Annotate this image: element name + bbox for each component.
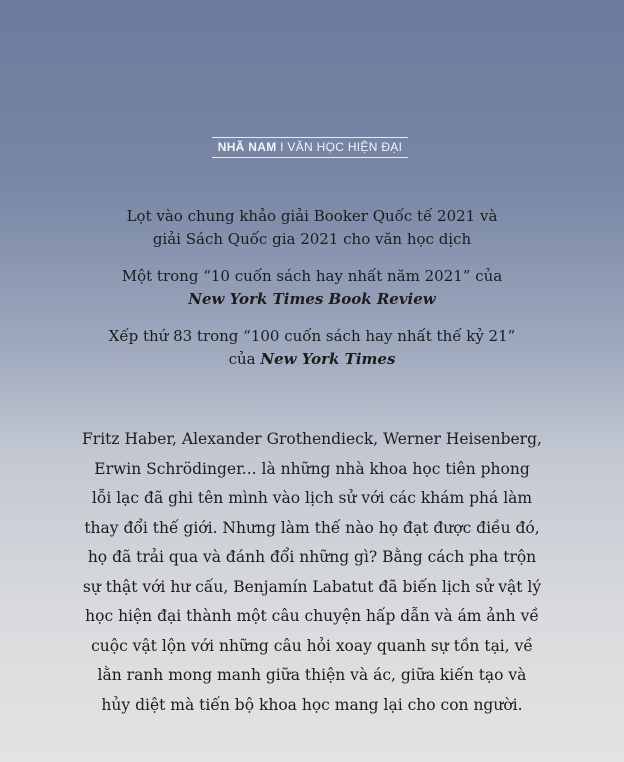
blurb-line: hủy diệt mà tiến bộ khoa học mang lại cho con người.: [101, 695, 523, 714]
series-name: VĂN HỌC HIỆN ĐẠI: [287, 140, 403, 154]
blurb-line: Erwin Schrödinger... là những nhà khoa học tiên phong: [94, 459, 530, 478]
blurb-line: thay đổi thế giới. Nhưng làm thế nào họ đạt được điều đó,: [84, 518, 540, 537]
award-line: Lọt vào chung khảo giải Booker Quốc tế 2021 và: [126, 207, 498, 225]
award-prefix: của: [228, 350, 261, 368]
blurb-line: lằn ranh mong manh giữa thiện và ác, giữa kiến tạo và: [97, 666, 527, 684]
award-booker: [0, 205, 624, 251]
series-header: [212, 137, 408, 158]
publisher-name: NHÃ NAM: [217, 140, 277, 154]
header-separator: I: [280, 140, 284, 154]
award-nytbr: [0, 265, 624, 311]
blurb-line: lỗi lạc đã ghi tên mình vào lịch sử với các khám phá làm: [91, 489, 533, 507]
award-line: giải Sách Quốc gia 2021 cho văn học dịch: [152, 230, 472, 248]
book-blurb: [0, 425, 624, 720]
blurb-line: Fritz Haber, Alexander Grothendieck, Werner Heisenberg,: [82, 430, 542, 448]
blurb-line: họ đã trải qua và đánh đổi những gì? Bằng cách pha trộn: [87, 548, 537, 566]
award-line: Xếp thứ 83 trong “100 cuốn sách hay nhất thế kỷ 21”: [108, 327, 516, 345]
award-source: New York Times: [260, 350, 396, 368]
awards-section: [0, 205, 624, 385]
blurb-line: học hiện đại thành một câu chuyện hấp dẫn và ám ảnh về: [85, 607, 539, 625]
award-source: New York Times Book Review: [188, 290, 436, 308]
blurb-line: sự thật với hư cấu, Benjamín Labatut đã biến lịch sử vật lý: [82, 577, 542, 596]
award-line: Một trong “10 cuốn sách hay nhất năm 2021” của: [121, 267, 503, 285]
blurb-line: cuộc vật lộn với những câu hỏi xoay quanh sự tồn tại, về: [91, 636, 533, 655]
award-nyt: [0, 325, 624, 371]
